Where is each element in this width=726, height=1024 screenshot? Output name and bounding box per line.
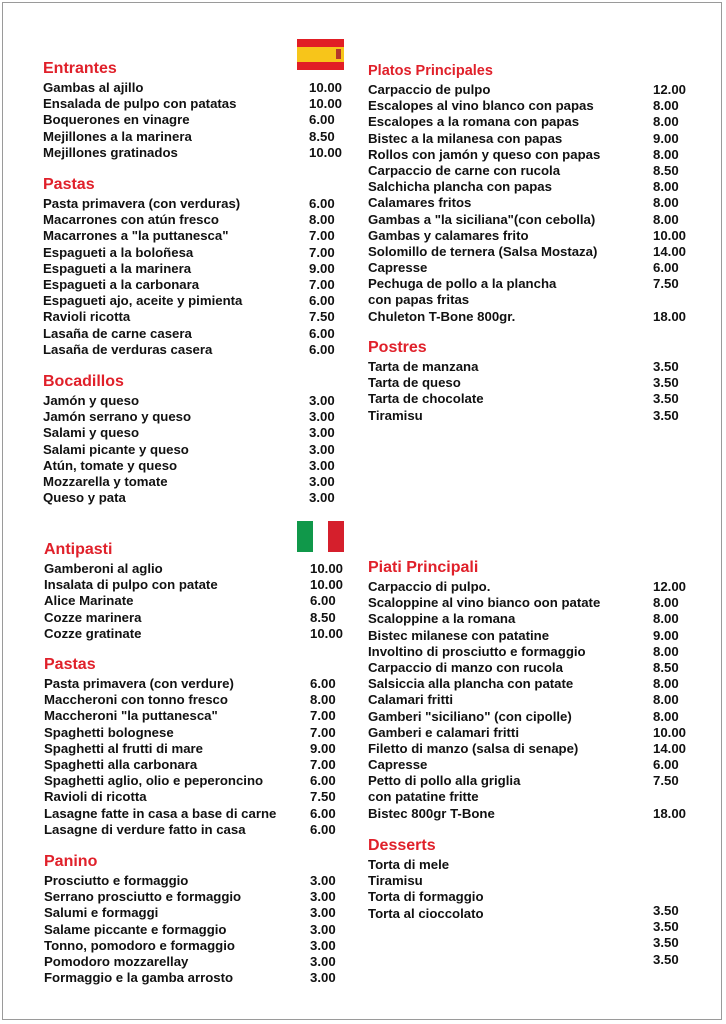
menu-item xyxy=(368,391,679,407)
menu-item: Torta di formaggio xyxy=(368,889,484,905)
menu-list xyxy=(368,579,687,822)
menu-item xyxy=(368,162,679,179)
menu-item xyxy=(368,407,679,424)
item-price: 7.50 xyxy=(310,789,336,805)
section-title: Desserts xyxy=(368,837,436,854)
menu-list xyxy=(43,393,335,506)
section-title: Postres xyxy=(368,339,427,356)
item-name: Carpaccio de carne con rucola xyxy=(368,162,561,178)
item-name: Espagueti a la boloñesa xyxy=(43,244,194,260)
menu-item xyxy=(44,873,336,889)
item-price: 7.50 xyxy=(309,309,335,325)
item-name: Gambas a "la siciliana"(con cebolla) xyxy=(368,211,596,227)
item-name: Tarta de chocolate xyxy=(368,391,484,407)
menu-item xyxy=(368,611,679,627)
item-name: Ravioli di ricotta xyxy=(44,789,147,805)
item-price: 3.00 xyxy=(310,905,336,921)
menu-list xyxy=(43,80,343,161)
item-name: Maccheroni con tonno fresco xyxy=(44,692,228,708)
item-name: Lasaña de verduras casera xyxy=(43,341,213,357)
item-name: Cozze marinera xyxy=(44,609,142,625)
item-name: Pomodoro mozzarellay xyxy=(44,953,189,969)
menu-list xyxy=(368,857,484,922)
item-name: Gambas al ajillo xyxy=(43,80,144,95)
menu-item xyxy=(43,393,335,409)
menu-item xyxy=(44,937,336,954)
item-name: Mozzarella y tomate xyxy=(43,473,168,489)
item-name: Chuleton T-Bone 800gr. xyxy=(368,308,516,324)
item-price: 18.00 xyxy=(653,308,687,324)
menu-item xyxy=(43,293,335,309)
item-price: 8.00 xyxy=(653,114,679,130)
menu-item xyxy=(43,490,335,506)
italy-flag-icon xyxy=(297,521,344,552)
item-name: Salami picante y queso xyxy=(43,441,189,457)
menu-list xyxy=(44,873,336,986)
menu-item xyxy=(368,708,679,725)
section-title: Antipasti xyxy=(44,541,113,558)
menu-item xyxy=(368,773,679,789)
item-name: Spaghetti al frutti di mare xyxy=(44,740,204,756)
item-price: 8.00 xyxy=(653,692,679,708)
item-price: 8.00 xyxy=(309,212,335,228)
menu-item xyxy=(43,196,335,212)
item-price: 7.50 xyxy=(653,773,679,789)
item-name: Carpaccio de pulpo xyxy=(368,82,491,97)
item-price: 8.00 xyxy=(653,595,679,611)
menu-item xyxy=(368,179,679,195)
item-name: Prosciutto e formaggio xyxy=(44,873,189,888)
item-price: 8.00 xyxy=(653,98,679,114)
item-name: Pasta primavera (con verdure) xyxy=(44,676,234,691)
item-name: Capresse xyxy=(368,260,428,276)
item-price: 6.00 xyxy=(310,821,336,837)
menu-item xyxy=(44,676,336,692)
item-name: Scaloppine a la romana xyxy=(368,611,516,627)
item-name: Salsiccia alla plancha con patate xyxy=(368,676,574,692)
menu-item xyxy=(368,627,679,644)
menu-item xyxy=(44,708,336,724)
item-name: Carpaccio di pulpo. xyxy=(368,579,491,594)
item-price: 7.00 xyxy=(310,708,336,724)
menu-item xyxy=(368,643,679,660)
item-name: Escalopes a la romana con papas xyxy=(368,114,580,130)
item-name: Gamberi "siciliano" (con cipolle) xyxy=(368,708,572,724)
item-price: 8.00 xyxy=(310,692,336,708)
item-name: Serrano prosciutto e formaggio xyxy=(44,889,242,905)
item-name: Pasta primavera (con verduras) xyxy=(43,196,241,211)
item-price: 3.50 xyxy=(653,391,679,407)
menu-item: Torta al cioccolato xyxy=(368,905,484,921)
menu-item xyxy=(368,757,679,773)
item-name: Espagueti ajo, aceite y pimienta xyxy=(43,293,243,309)
item-name: Petto di pollo alla griglia xyxy=(368,773,521,789)
item-name: Gamberi e calamari fritti xyxy=(368,724,519,740)
item-name: Involtino di prosciutto e formaggio xyxy=(368,643,586,659)
section-title: Piati Principali xyxy=(368,559,479,576)
item-name: con patatine fritte xyxy=(368,789,479,805)
item-price: 6.00 xyxy=(309,293,335,309)
item-name: Maccheroni "la puttanesca" xyxy=(44,708,218,724)
menu-item xyxy=(44,773,336,789)
item-name: Lasagne fatte in casa a base di carne xyxy=(44,805,277,821)
menu-item xyxy=(368,130,679,147)
menu-item xyxy=(368,692,679,708)
menu-item xyxy=(368,82,687,98)
item-name: Insalata di pulpo con patate xyxy=(44,577,218,593)
item-name: Spaghetti aglio, olio e peperoncino xyxy=(44,773,264,789)
item-name: Salame piccante e formaggio xyxy=(44,921,227,937)
item-price: 14.00 xyxy=(653,243,687,259)
item-price: 12.00 xyxy=(653,82,687,97)
menu-item xyxy=(368,805,687,822)
item-name: Atún, tomate y queso xyxy=(43,457,178,473)
menu-item xyxy=(368,789,600,805)
item-name: Macarrones con atún fresco xyxy=(43,212,219,228)
item-name: Queso y pata xyxy=(43,490,126,506)
menu-item xyxy=(368,146,679,163)
menu-item xyxy=(44,953,336,970)
menu-item xyxy=(43,409,335,425)
item-price: 6.00 xyxy=(310,676,336,691)
item-price: 3.00 xyxy=(310,937,336,953)
item-name: Tiramisu xyxy=(368,407,423,423)
item-price: 7.00 xyxy=(309,228,335,244)
menu-list xyxy=(368,82,687,325)
item-price: 7.00 xyxy=(310,724,336,740)
menu-item xyxy=(44,609,336,626)
item-price: 8.50 xyxy=(310,609,336,625)
item-price: 14.00 xyxy=(653,740,687,756)
menu-item xyxy=(44,577,344,593)
section-title: Pastas xyxy=(43,176,95,193)
item-price: 10.00 xyxy=(653,227,687,243)
item-price: 10.00 xyxy=(309,144,343,160)
menu-item xyxy=(44,724,336,741)
menu-item xyxy=(368,98,679,114)
item-price: 6.00 xyxy=(310,773,336,789)
item-name: Alice Marinate xyxy=(44,593,134,609)
menu-list xyxy=(44,561,344,642)
item-name: Jamón serrano y queso xyxy=(43,409,192,425)
section-bocadillos xyxy=(43,373,335,506)
item-price: 10.00 xyxy=(310,561,344,576)
item-price: 7.00 xyxy=(309,276,335,292)
section-title: Entrantes xyxy=(43,60,117,77)
item-price: 3.00 xyxy=(309,441,335,457)
menu-item xyxy=(43,441,335,458)
item-price: 9.00 xyxy=(653,627,679,643)
item-price: 10.00 xyxy=(310,625,344,641)
menu-item xyxy=(43,473,335,490)
menu-item xyxy=(43,341,335,358)
item-name: Bistec milanese con patatine xyxy=(368,627,550,643)
item-name: Mejillones gratinados xyxy=(43,144,178,160)
dessert-price-list xyxy=(653,903,679,968)
item-price: 6.00 xyxy=(309,196,335,211)
item-name: Capresse xyxy=(368,757,428,773)
item-price: 3.50 xyxy=(653,375,679,391)
item-price: 3.00 xyxy=(310,970,336,986)
section-antipasti xyxy=(44,541,344,642)
item-name: Lasaña de carne casera xyxy=(43,325,192,341)
item-name: Tarta de manzana xyxy=(368,359,479,374)
menu-item xyxy=(43,457,335,474)
menu-item xyxy=(44,970,336,986)
item-price: 3.50 xyxy=(653,407,679,423)
item-name: Lasagne di verdure fatto in casa xyxy=(44,821,246,837)
menu-item xyxy=(368,740,687,757)
item-price: 8.50 xyxy=(653,162,679,178)
menu-item xyxy=(44,789,336,805)
item-price: 3.00 xyxy=(309,473,335,489)
menu-item xyxy=(368,292,600,308)
item-price: 6.00 xyxy=(653,757,679,773)
menu-item xyxy=(368,359,679,375)
item-price: 8.00 xyxy=(653,676,679,692)
item-price: 9.00 xyxy=(310,740,336,756)
item-name: Salami y queso xyxy=(43,425,140,441)
spain-flag-icon xyxy=(297,39,344,70)
item-price: 8.00 xyxy=(653,211,679,227)
menu-item xyxy=(368,114,679,130)
menu-item xyxy=(43,325,335,342)
menu-list xyxy=(368,359,679,424)
item-name: Salchicha plancha con papas xyxy=(368,179,552,195)
item-price: 6.00 xyxy=(310,805,336,821)
menu-item xyxy=(44,889,336,905)
item-price: 3.00 xyxy=(309,425,335,441)
item-price: 8.00 xyxy=(653,611,679,627)
section-title: Panino xyxy=(44,853,98,870)
item-name: Jamón y queso xyxy=(43,393,140,408)
section-postres xyxy=(368,339,679,424)
item-name: Bistec 800gr T-Bone xyxy=(368,805,495,821)
item-price: 3.50 xyxy=(653,903,679,918)
menu-item xyxy=(368,227,687,244)
item-price: 6.00 xyxy=(309,341,335,357)
item-price: 9.00 xyxy=(309,260,335,276)
item-name: Spaghetti alla carbonara xyxy=(44,756,198,772)
menu-item xyxy=(43,144,343,161)
item-price: 7.00 xyxy=(310,756,336,772)
menu-item xyxy=(44,905,336,921)
menu-item xyxy=(368,659,679,676)
menu-item xyxy=(44,805,336,822)
item-price: 6.00 xyxy=(309,112,335,128)
menu-item xyxy=(368,211,679,228)
item-name: Tarta de queso xyxy=(368,375,461,391)
menu-item xyxy=(43,80,343,96)
item-price: 8.00 xyxy=(653,179,679,195)
item-price: 10.00 xyxy=(309,96,343,112)
item-name: Macarrones a "la puttanesca" xyxy=(43,228,229,244)
menu-item xyxy=(43,260,335,277)
section-pastas-it xyxy=(44,656,336,838)
item-name: Espagueti a la carbonara xyxy=(43,276,200,292)
item-price: 10.00 xyxy=(309,80,343,95)
menu-item xyxy=(44,740,336,757)
item-price: 3.00 xyxy=(309,457,335,473)
item-price: 6.00 xyxy=(310,593,336,609)
menu-item xyxy=(368,243,687,260)
item-price: 3.50 xyxy=(653,935,679,951)
menu-item xyxy=(44,625,344,642)
item-price: 8.00 xyxy=(653,708,679,724)
item-name: Pechuga de pollo a la plancha xyxy=(368,276,557,292)
section-title: Bocadillos xyxy=(43,373,124,390)
item-name: Scaloppine al vino bianco oon patate xyxy=(368,595,601,611)
menu-item xyxy=(368,676,679,692)
item-price: 3.50 xyxy=(653,919,679,935)
item-price: 3.00 xyxy=(310,921,336,937)
menu-item xyxy=(368,195,679,211)
item-price: 8.00 xyxy=(653,195,679,211)
item-name: con papas fritas xyxy=(368,292,470,308)
menu-item xyxy=(44,692,336,708)
menu-item xyxy=(44,921,336,938)
menu-item xyxy=(43,228,335,244)
item-name: Carpaccio di manzo con rucola xyxy=(368,659,563,675)
item-name: Solomillo de ternera (Salsa Mostaza) xyxy=(368,243,598,259)
menu-item xyxy=(368,308,687,325)
item-price: 10.00 xyxy=(310,577,344,593)
item-price: 8.50 xyxy=(309,128,335,144)
item-price: 3.00 xyxy=(309,490,335,506)
item-name: Tonno, pomodoro e formaggio xyxy=(44,937,235,953)
item-name: Ravioli ricotta xyxy=(43,309,131,325)
menu-item xyxy=(43,425,335,441)
item-name: Formaggio e la gamba arrosto xyxy=(44,970,234,986)
menu-item xyxy=(368,724,687,741)
menu-item xyxy=(44,821,336,838)
item-price: 3.50 xyxy=(653,359,679,374)
item-name: Mejillones a la marinera xyxy=(43,128,192,144)
item-price: 7.00 xyxy=(309,244,335,260)
menu-item xyxy=(368,260,679,276)
menu-item xyxy=(44,561,344,577)
section-pastas-es xyxy=(43,176,335,358)
item-name: Rollos con jamón y queso con papas xyxy=(368,146,601,162)
item-name: Escalopes al vino blanco con papas xyxy=(368,98,594,114)
item-price: 7.50 xyxy=(653,276,679,292)
menu-item: Torta di mele xyxy=(368,857,450,872)
menu-item xyxy=(44,593,336,609)
section-entrantes xyxy=(43,60,343,161)
item-name: Bistec a la milanesa con papas xyxy=(368,130,563,146)
item-name: Espagueti a la marinera xyxy=(43,260,192,276)
menu-item xyxy=(43,128,335,145)
item-name: Calamares fritos xyxy=(368,195,472,211)
item-name: Ensalada de pulpo con patatas xyxy=(43,96,237,112)
item-name: Filetto di manzo (salsa di senape) xyxy=(368,740,579,756)
item-name: Cozze gratinate xyxy=(44,625,142,641)
menu-item xyxy=(43,276,335,293)
item-price: 18.00 xyxy=(653,805,687,821)
menu-item xyxy=(368,595,679,611)
section-platos-principales xyxy=(368,62,687,325)
section-title: Pastas xyxy=(44,656,96,673)
menu-item xyxy=(43,96,343,112)
section-piati-principali xyxy=(368,559,687,822)
menu-item xyxy=(43,112,335,128)
item-name: Spaghetti bolognese xyxy=(44,724,174,740)
menu-item xyxy=(368,276,679,292)
item-price: 3.00 xyxy=(309,409,335,425)
menu-item xyxy=(368,375,679,391)
menu-item xyxy=(44,756,336,773)
item-price: 8.50 xyxy=(653,659,679,675)
item-price: 12.00 xyxy=(653,579,687,594)
item-price: 3.00 xyxy=(309,393,335,408)
section-desserts xyxy=(368,837,484,922)
item-price: 8.00 xyxy=(653,643,679,659)
item-name: Salumi e formaggi xyxy=(44,905,159,921)
menu-list xyxy=(43,196,335,358)
item-name: Gamberoni al aglio xyxy=(44,561,163,576)
item-price: 6.00 xyxy=(653,260,679,276)
item-name: Gambas y calamares frito xyxy=(368,227,529,243)
menu-item: Tiramisu xyxy=(368,873,423,889)
menu-item xyxy=(43,309,335,325)
item-price: 3.50 xyxy=(653,951,679,967)
item-price: 8.00 xyxy=(653,146,679,162)
item-name: Calamari fritti xyxy=(368,692,454,708)
section-title: Platos Principales xyxy=(368,63,493,79)
item-price: 3.00 xyxy=(310,889,336,905)
item-name: Boquerones en vinagre xyxy=(43,112,190,128)
item-price: 9.00 xyxy=(653,130,679,146)
menu-item xyxy=(43,212,335,228)
menu-item xyxy=(368,579,687,595)
item-price: 10.00 xyxy=(653,724,687,740)
item-price: 3.00 xyxy=(310,873,336,888)
item-price: 3.00 xyxy=(310,953,336,969)
menu-list xyxy=(44,676,336,838)
item-price: 6.00 xyxy=(309,325,335,341)
section-panino xyxy=(44,853,336,986)
menu-item xyxy=(43,244,335,261)
